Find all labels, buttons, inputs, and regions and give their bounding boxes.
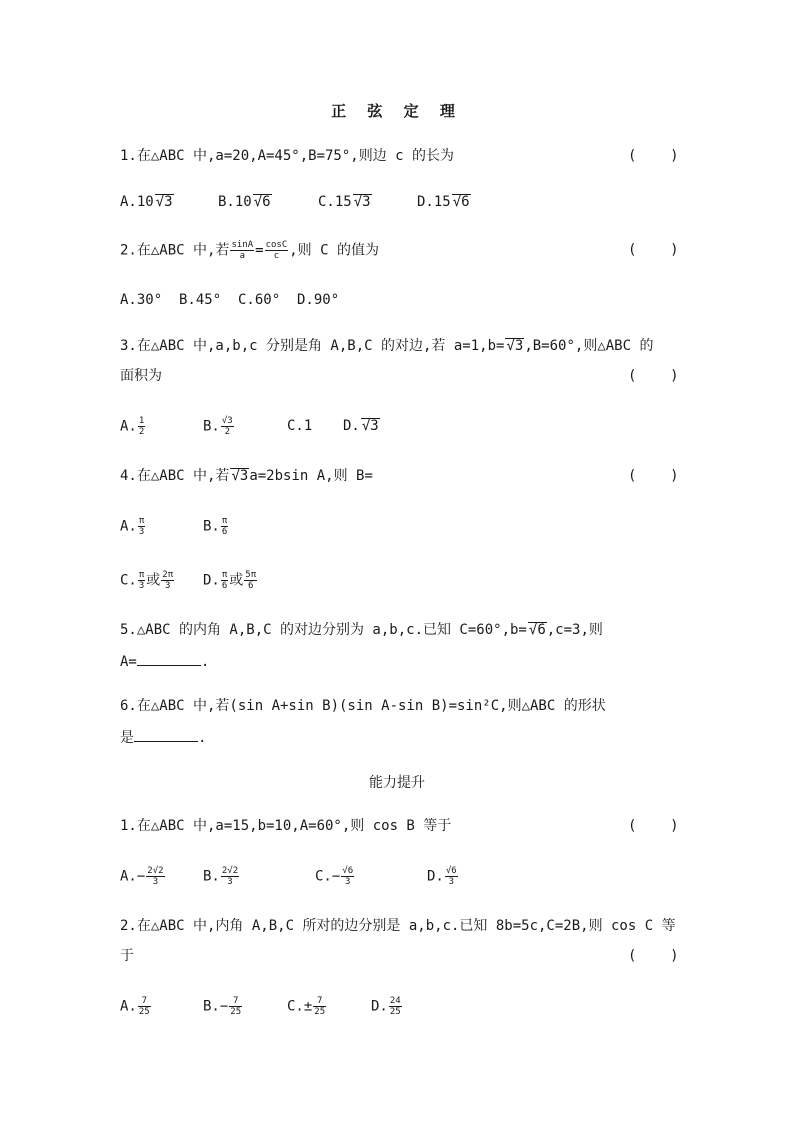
p1-option-b: B. $\frac{2√2}{3}$ — [203, 866, 239, 887]
q2-fraction-sina-a: $\frac{\sin A}{a}$ — [231, 240, 254, 261]
p2-option-d: D. $\frac{24}{25}$ — [371, 996, 401, 1017]
p2-option-b: B.− $\frac{7}{25}$ — [203, 996, 242, 1017]
p2-answer-bracket: ( ) — [628, 948, 679, 964]
q3-answer-bracket: ( ) — [628, 368, 679, 384]
q5-stem-line2: A= . — [120, 654, 210, 670]
q3-stem: 3.在△ABC 中,a,b,c 分别是角 A,B,C 的对边,若 a=1,b=√ 3,B=60°,则△ABC 的 — [120, 336, 653, 356]
q3-stem-line2: 面积为 — [120, 368, 162, 384]
q2-options: A.30° B.45° C.60° D.90° — [120, 292, 340, 308]
p1-stem: 1.在△ABC 中,a=15,b=10,A=60°,则 cos B 等于 — [120, 818, 452, 834]
q6-stem-line2: 是 . — [120, 730, 207, 746]
q2-fraction-cosc-c: $\frac{\cos C}{c}$ — [265, 240, 288, 261]
q4-option-d: D. $\frac{\pi}{6}$ 或 $\frac{5\pi}{6}$ — [203, 570, 257, 591]
q2-answer-bracket: ( ) — [628, 242, 679, 258]
q3-option-d: D.√ 3 — [343, 416, 380, 436]
p2-stem: 2.在△ABC 中,内角 A,B,C 所对的边分别是 a,b,c.已知 8b=5c,C=2B,则 cos C 等 — [120, 918, 676, 934]
p2-option-a: A. $\frac{7}{25}$ — [120, 996, 150, 1017]
q4-option-a: A. $\frac{\pi}{3}$ — [120, 516, 145, 537]
q4-answer-bracket: ( ) — [628, 468, 679, 484]
q5-stem: 5.△ABC 的内角 A,B,C 的对边分别为 a,b,c.已知 C=60°,b=√ 6,c=3,则 — [120, 620, 603, 640]
section-heading: 能力提升 — [369, 775, 425, 791]
p1-option-a: A.− $\frac{2√2}{3}$ — [120, 866, 164, 887]
q1-option-c: C.15√ 3 — [318, 192, 372, 212]
q1-option-a: A.10√ 3 — [120, 192, 174, 212]
q3-option-c: C.1 — [287, 418, 313, 434]
p2-stem-line2: 于 — [120, 948, 134, 964]
page-title: 正 弦 定 理 — [331, 102, 463, 120]
q6-stem: 6.在△ABC 中,若(sin A+sin B)(sin A-sin B)=sin²C,则△ABC 的形状 — [120, 698, 606, 714]
p2-option-c: C.± $\frac{7}{25}$ — [287, 996, 326, 1017]
q4-option-c: C. $\frac{\pi}{3}$ 或 $\frac{2\pi}{3}$ — [120, 570, 174, 591]
q1-stem: 1.在△ABC 中,a=20,A=45°,B=75°,则边 c 的长为 — [120, 148, 455, 164]
p1-option-c: C.− $\frac{√6}{3}$ — [315, 866, 354, 887]
p1-option-d: D. $\frac{√6}{3}$ — [427, 866, 457, 887]
q1-option-d: D.15√ 6 — [417, 192, 471, 212]
q1-answer-bracket: ( ) — [628, 148, 679, 164]
q4-option-b: B. $\frac{\pi}{6}$ — [203, 516, 228, 537]
q2-stem: 2.在△ABC 中,若 $\frac{\sin A}{a}$ = $\frac{\cos C}{c}$ ,则 C 的值为 — [120, 240, 379, 261]
q1-option-b: B.10√ 6 — [218, 192, 272, 212]
q4-stem: 4.在△ABC 中,若√ 3a=2bsin A,则 B= — [120, 466, 373, 486]
p1-answer-bracket: ( ) — [628, 818, 679, 834]
q6-answer-blank[interactable] — [134, 729, 198, 742]
q5-answer-blank[interactable] — [137, 653, 201, 666]
q3-option-a: A. $\frac{1}{2}$ — [120, 416, 145, 437]
q3-option-b: B. $\frac{√3}{2}$ — [203, 416, 233, 437]
